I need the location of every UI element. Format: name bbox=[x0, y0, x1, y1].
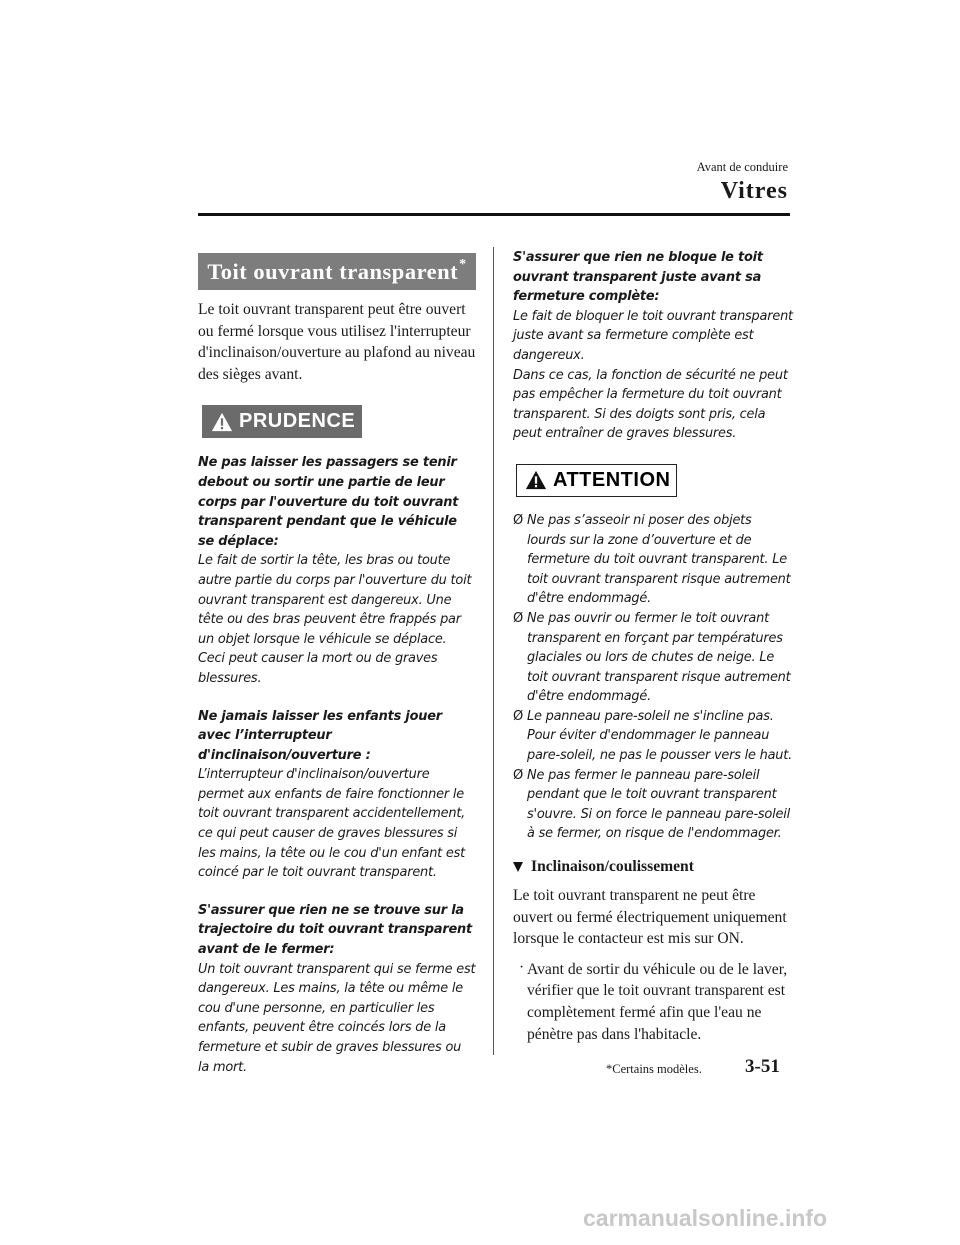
warning-heading: Ne pas laisser les passagers se tenir debout ou sortir une partie de leur corps par l'ouverture du toit ouvrant transparent pendant que le véhicule se déplace: bbox=[198, 455, 459, 549]
section-title: Toit ouvrant transparent bbox=[207, 258, 459, 284]
warning-text: L’interrupteur d'inclinaison/ouverture permet aux enfants de faire fonctionner le toit ouvrant transparent accidentellement, ce qui peut causer de graves blessures si les mains, la tête ou le cou d'un enfant est coincé par le toit ouvrant transparent. bbox=[198, 767, 466, 881]
warning-block bbox=[198, 453, 476, 688]
warning-text: Un toit ouvrant transparent qui se ferme est dangereux. Les mains, la tête ou même le cou d'une personne, en particulier les enfants, peuvent être coincés lors de la fermeture et subir de graves blessures ou la mort. bbox=[198, 961, 476, 1075]
dot-marker-icon: · bbox=[519, 958, 525, 976]
footnote: *Certains modèles. bbox=[606, 1062, 702, 1076]
attention-item: Ø Ne pas fermer le panneau pare-soleil pendant que le toit ouvrant transparent s'ouvre. Si on force le panneau pare-soleil à se fermer, on risque de l'endommager. bbox=[513, 767, 790, 842]
warning-heading: S'assurer que rien ne se trouve sur la trajectoire du toit ouvrant transparent avant de le fermer: bbox=[198, 902, 472, 958]
warning-triangle-icon bbox=[525, 469, 547, 491]
warning-block bbox=[198, 707, 476, 883]
attention-item: Ø Ne pas ouvrir ou fermer le toit ouvrant transparent en forçant par températures glaciales ou lors de chutes de neige. Le toit ouvrant transparent risque autrement d'être endommagé. bbox=[513, 610, 791, 705]
header-section: Avant de conduire bbox=[696, 160, 788, 174]
watermark: carmanualsonline.info bbox=[583, 1205, 828, 1231]
page-chapter-title: Vitres bbox=[720, 178, 788, 204]
header-rule bbox=[198, 213, 790, 216]
warning-block bbox=[513, 248, 793, 444]
arrow-marker-icon: Ø bbox=[513, 708, 524, 724]
triangle-down-icon bbox=[513, 862, 523, 872]
subsection-title: Inclinaison/coulissement bbox=[531, 858, 694, 876]
warning-block bbox=[198, 901, 476, 1077]
note-item: · Avant de sortir du véhicule ou de le laver, vérifier que le toit ouvrant transparent est complètement fermé afin que l'eau ne pénètre pas dans l'habitacle. bbox=[519, 958, 788, 1043]
caution-box bbox=[202, 405, 362, 438]
attention-box bbox=[516, 464, 677, 497]
warning-heading: S'assurer que rien ne bloque le toit ouvrant transparent juste avant sa fermeture complète: bbox=[513, 250, 763, 305]
caution-label: PRUDENCE bbox=[239, 410, 356, 433]
right-column bbox=[513, 248, 793, 1045]
section-title-bar bbox=[198, 253, 476, 290]
page-number: 3-51 bbox=[745, 1056, 780, 1077]
attention-label: ATTENTION bbox=[553, 468, 671, 491]
subsection-heading bbox=[513, 858, 793, 876]
attention-list bbox=[513, 511, 793, 844]
arrow-marker-icon: Ø bbox=[513, 610, 524, 626]
attention-item: Ø Ne pas s’asseoir ni poser des objets lourds sur la zone d’ouverture et de fermeture du toit ouvrant transparent. Le toit ouvrant transparent risque autrement d'être endommagé. bbox=[513, 512, 791, 607]
note-list bbox=[513, 959, 793, 1045]
intro-paragraph: Le toit ouvrant transparent peut être ouvert ou fermé lorsque vous utilisez l'interrupteur d'inclinaison/ouverture au plafond au niveau des sièges avant. bbox=[198, 301, 476, 383]
warning-text: Le fait de sortir la tête, les bras ou toute autre partie du corps par l'ouverture du toit ouvrant transparent est dangereux. Une tête ou des bras peuvent être frappés par un objet lorsque le véhicule se déplace. Ceci peut causer la mort ou de graves blessures. bbox=[198, 553, 472, 686]
warning-heading: Ne jamais laisser les enfants jouer avec l’interrupteur d'inclinaison/ouverture : bbox=[198, 708, 442, 763]
warning-triangle-icon bbox=[211, 411, 233, 433]
left-column bbox=[198, 253, 476, 1095]
warning-text: Le fait de bloquer le toit ouvrant transparent juste avant sa fermeture complète est dangereux. bbox=[513, 308, 793, 363]
attention-item: Ø Le panneau pare-soleil ne s'incline pas. Pour éviter d'endommager le panneau pare-soleil, ne pas le pousser vers le haut. bbox=[513, 708, 793, 764]
title-asterisk: * bbox=[459, 256, 467, 272]
arrow-marker-icon: Ø bbox=[513, 767, 524, 783]
column-divider bbox=[493, 247, 494, 1055]
body-paragraph: Le toit ouvrant transparent ne peut être ouvert ou fermé électriquement uniquement lorsque le contacteur est mis sur ON. bbox=[513, 887, 787, 948]
arrow-marker-icon: Ø bbox=[513, 512, 524, 528]
warning-text: Dans ce cas, la fonction de sécurité ne peut pas empêcher la fermeture du toit ouvrant transparent. Si des doigts sont pris, cela peut entraîner de graves blessures. bbox=[513, 367, 788, 442]
